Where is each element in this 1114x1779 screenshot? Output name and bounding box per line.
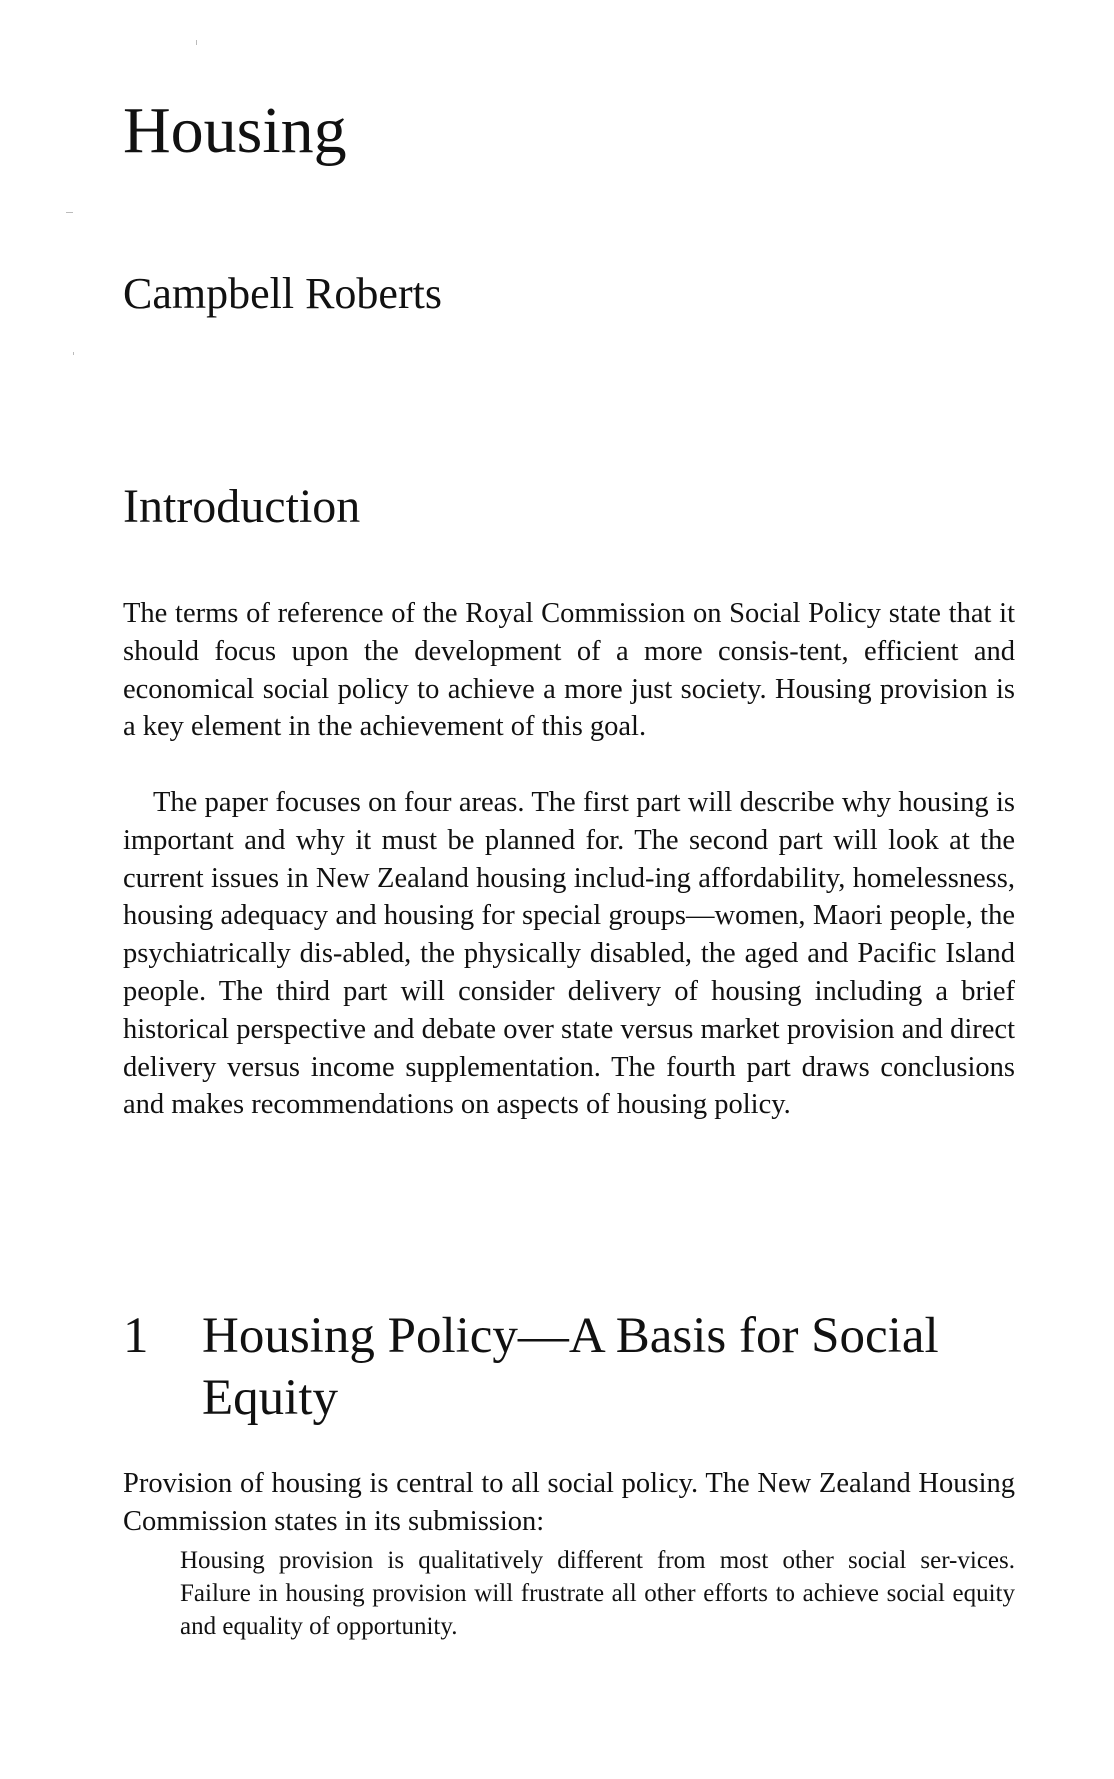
section-number: 1 <box>123 1308 149 1364</box>
submission-quote: Housing provision is qualitatively different from most other social ser-vices. Failure in housing provision will frustrate all other efforts to achieve social equity and equality of opportunity. <box>180 1547 1015 1640</box>
author-name: Campbell Roberts <box>123 269 442 318</box>
introduction-paragraph-1: The terms of reference of the Royal Commission on Social Policy state that it should focus upon the development of a more consis-tent, efficient and economical social policy to achieve a more just society. Housing provision is a key element in the achievement of this goal. <box>123 598 1015 743</box>
section-title: Housing Policy—A Basis for Social Equity <box>202 1308 939 1426</box>
section-1-heading <box>123 1305 1003 1429</box>
introduction-heading: Introduction <box>123 480 361 533</box>
introduction-paragraph-2: The paper focuses on four areas. The first part will describe why housing is important and why it must be planned for. The second part will look at the current issues in New Zealand housing includ-ing affordability, homelessness, housing adequacy and housing for special groups—women, Maori people, the psychiatrically dis-abled, the physically disabled, the aged and Pacific Island people. The third part will consider delivery of housing including a brief historical perspective and debate over state versus market provision and direct delivery versus income supplementation. The fourth part draws conclusions and makes recommendations on aspects of housing policy. <box>123 787 1015 1121</box>
scan-artifact-mark <box>66 212 73 213</box>
scan-artifact-mark <box>73 352 74 355</box>
section-1-paragraph: Provision of housing is central to all social policy. The New Zealand Housing Commission states in its submission: <box>123 1468 1015 1537</box>
scan-artifact-mark <box>196 40 197 45</box>
page-title: Housing <box>123 94 347 167</box>
